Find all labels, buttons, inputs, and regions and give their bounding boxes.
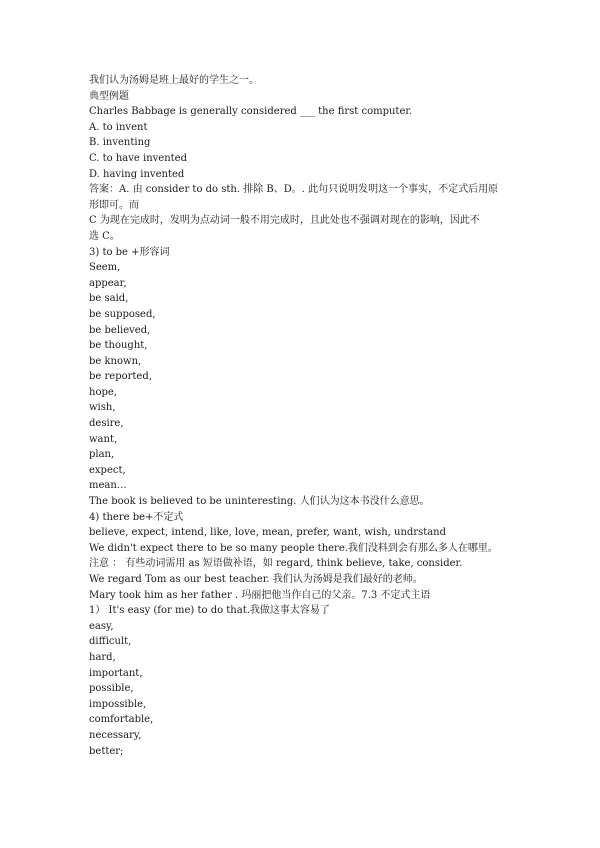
text-line: be believed, xyxy=(89,324,151,336)
text-line: plan, xyxy=(89,449,115,461)
text-line: possible, xyxy=(89,683,134,695)
text-line: necessary, xyxy=(89,729,142,741)
text-line: C. to have invented xyxy=(89,152,188,164)
text-line: wish, xyxy=(89,402,116,414)
text-line: believe, expect, intend, like, love, mean, prefer, want, wish, undrstand xyxy=(89,527,447,539)
document-body xyxy=(89,73,529,759)
text-line: easy, xyxy=(89,620,114,632)
text-line: be known, xyxy=(89,355,142,367)
text-line: We regard Tom as our best teacher. 我们认为汤姆是我们最好的老师。 xyxy=(89,574,423,585)
text-line: The book is believed to be uninteresting. 人们认为这本书没什么意思。 xyxy=(89,496,430,508)
text-line: 典型例题 xyxy=(89,90,129,102)
text-line: 选 C。 xyxy=(89,230,120,242)
text-line: We didn't expect there to be so many people there.我们没料到会有那么多人在哪里。 xyxy=(89,542,498,554)
text-line: 注意 ： 有些动词需用 as 短语做补语，如 regard, think believe, take, consider. xyxy=(89,558,463,570)
text-line: Charles Babbage is generally considered ___ the first computer. xyxy=(89,106,413,118)
text-line: important, xyxy=(89,667,143,679)
text-line: be said, xyxy=(89,293,129,305)
text-line: mean… xyxy=(89,480,127,492)
text-line: 1） It's easy (for me) to do that.我做这事太容易了 xyxy=(89,605,330,617)
text-line: want, xyxy=(89,433,118,445)
text-line: 答案：A. 由 consider to do sth. 排除 B、D。. 此句只说明发明这一个事实，不定式后用原 xyxy=(89,184,499,196)
text-line: B. inventing xyxy=(89,137,151,149)
text-line: difficult, xyxy=(89,636,132,648)
text-line: 形即可。而 xyxy=(89,199,139,211)
text-line: desire, xyxy=(89,418,124,430)
text-line: Seem, xyxy=(89,262,121,274)
text-line: 我们认为汤姆是班上最好的学生之一。 xyxy=(89,75,259,86)
text-line: better; xyxy=(89,745,124,757)
text-line: A. to invent xyxy=(89,121,148,133)
text-line: Mary took him as her father . 玛丽把他当作自己的父亲。7.3 不定式主语 xyxy=(89,589,431,601)
text-line: impossible, xyxy=(89,698,147,710)
text-line: 4) there be+不定式 xyxy=(89,511,184,523)
text-line: be thought, xyxy=(89,340,148,352)
text-line: expect, xyxy=(89,464,126,476)
text-line: appear, xyxy=(89,277,127,289)
text-line: hard, xyxy=(89,651,116,663)
text-line: be supposed, xyxy=(89,308,156,320)
text-line: 3) to be +形容词 xyxy=(89,246,170,258)
text-line: comfortable, xyxy=(89,714,154,726)
text-line: C 为现在完成时，发明为点动词一般不用完成时，且此处也不强调对现在的影响，因此不 xyxy=(89,215,480,227)
text-line: D. having invented xyxy=(89,168,185,180)
text-line: be reported, xyxy=(89,371,152,383)
text-line: hope, xyxy=(89,386,117,398)
